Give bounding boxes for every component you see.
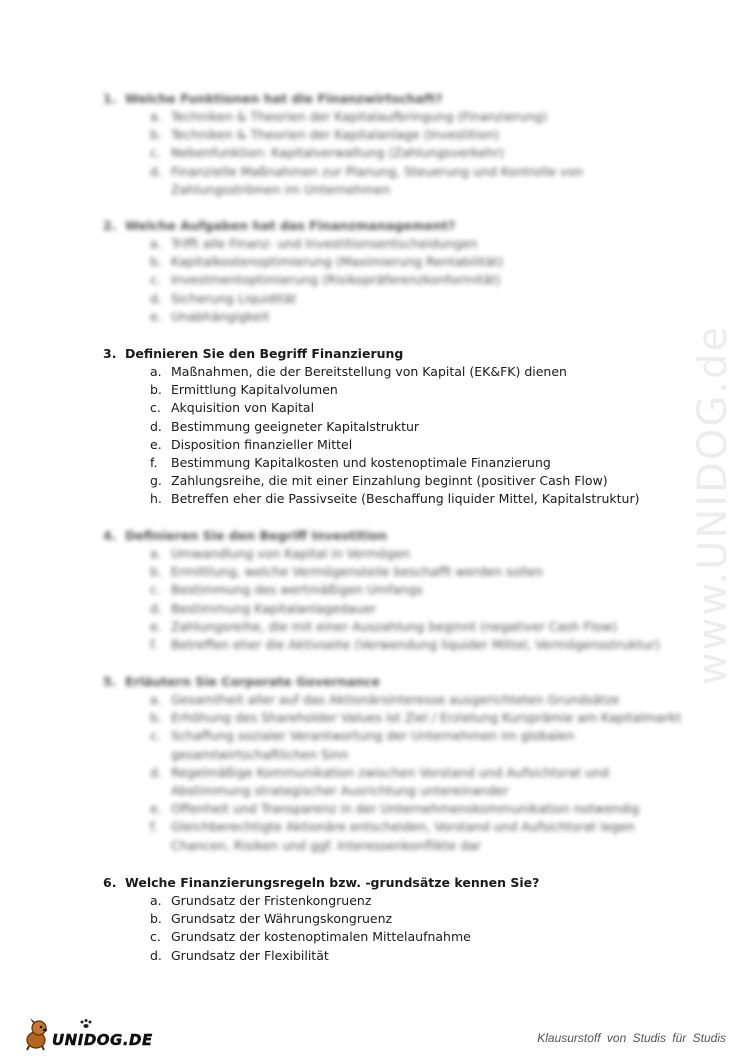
item-text: Betreffen eher die Passivseite (Beschaffung liquider Mittel, Kapitalstruktur) bbox=[171, 491, 640, 507]
list-item bbox=[103, 581, 683, 599]
item-text: Betreffen eher die Aktivseite (Verwendung liquider Mittel, Vermögensstruktur) bbox=[171, 637, 660, 653]
item-marker: e. bbox=[150, 436, 162, 452]
answer-list bbox=[103, 108, 683, 199]
question-heading bbox=[103, 673, 683, 691]
item-text: Nebenfunktion: Kapitalverwaltung (Zahlungsverkehr) bbox=[171, 145, 504, 161]
question-number: 5. bbox=[103, 674, 117, 689]
item-marker: b. bbox=[150, 254, 162, 270]
item-text: Akquisition von Kapital bbox=[171, 400, 315, 416]
item-marker: h. bbox=[150, 491, 162, 507]
answer-list bbox=[103, 892, 683, 965]
item-marker: a. bbox=[150, 364, 162, 379]
item-marker: b. bbox=[150, 127, 162, 143]
item-marker: g. bbox=[150, 473, 162, 489]
question-number: 6. bbox=[103, 875, 117, 890]
list-item bbox=[103, 436, 683, 454]
item-marker: d. bbox=[150, 290, 162, 306]
item-text: Investmentoptimierung (Risikopräferenzkonformität) bbox=[171, 272, 501, 288]
item-marker: a. bbox=[150, 893, 162, 908]
question-heading bbox=[103, 345, 683, 363]
list-item bbox=[103, 892, 683, 910]
list-item bbox=[103, 363, 683, 381]
list-item bbox=[103, 709, 683, 727]
item-marker: d. bbox=[150, 764, 162, 780]
list-item bbox=[103, 563, 683, 581]
watermark-text: www.UNIDOG.de bbox=[690, 324, 736, 686]
item-text: Trifft alle Finanz- und Investitionsentscheidungen bbox=[171, 236, 478, 251]
list-item bbox=[103, 618, 683, 636]
list-item bbox=[103, 418, 683, 436]
question-title: Erläutern Sie Corporate Governance bbox=[125, 674, 380, 689]
item-marker: c. bbox=[150, 929, 161, 945]
question-title: Welche Finanzierungsregeln bzw. -grundsätze kennen Sie? bbox=[125, 875, 540, 890]
list-item bbox=[103, 910, 683, 928]
dog-mascot-icon bbox=[27, 1018, 47, 1050]
item-text: Offenheit und Transparenz in der Unternehmenskommunikation notwendig bbox=[171, 801, 640, 817]
question-heading bbox=[103, 217, 683, 235]
item-text: Gesamtheit aller auf das Aktionärsinteresse ausgerichteten Grundsätze bbox=[171, 692, 620, 707]
item-text: Schaffung sozialer Verantwortung der Unternehmen im globalen gesamtwirtschaftlichen Sinn bbox=[171, 728, 575, 762]
item-text: Sicherung Liquidität bbox=[171, 290, 297, 306]
item-marker: a. bbox=[150, 236, 162, 251]
item-text: Techniken & Theorien der Kapitalanlage (Investition) bbox=[171, 127, 499, 143]
item-text: Regelmäßige Kommunikation zwischen Vorstand und Aufsichtsrat und Abstimmung strategischer Ausrichtung untereinander bbox=[171, 764, 609, 799]
item-marker: a. bbox=[150, 109, 162, 124]
answer-list bbox=[103, 235, 683, 326]
question-title: Welche Aufgaben hat das Finanzmanagement? bbox=[125, 218, 456, 233]
logo-text: UNIDOG.DE bbox=[52, 1031, 153, 1049]
item-marker: c. bbox=[150, 582, 161, 598]
item-text: Zahlungsreihe, die mit einer Auszahlung beginnt (negativer Cash Flow) bbox=[171, 618, 617, 634]
item-text: Zahlungsreihe, die mit einer Einzahlung beginnt (positiver Cash Flow) bbox=[171, 473, 608, 489]
list-item bbox=[103, 253, 683, 271]
list-item bbox=[103, 490, 683, 508]
list-item bbox=[103, 381, 683, 399]
list-item bbox=[103, 290, 683, 308]
item-marker: b. bbox=[150, 564, 162, 580]
item-text: Bestimmung Kapitalanlagedauer bbox=[171, 600, 377, 616]
list-item bbox=[103, 271, 683, 289]
item-marker: a. bbox=[150, 692, 162, 707]
item-text: Grundsatz der kostenoptimalen Mittelaufnahme bbox=[171, 929, 471, 945]
question-number: 1. bbox=[103, 91, 117, 106]
list-item bbox=[103, 163, 683, 199]
list-item bbox=[103, 144, 683, 162]
list-item bbox=[103, 928, 683, 946]
question-5 bbox=[103, 673, 683, 855]
item-text: Grundsatz der Flexibilität bbox=[171, 947, 329, 963]
list-item bbox=[103, 472, 683, 490]
item-marker: c. bbox=[150, 272, 161, 288]
item-text: Ermittlung Kapitalvolumen bbox=[171, 382, 338, 398]
item-marker: f. bbox=[150, 455, 158, 471]
question-heading bbox=[103, 874, 683, 892]
question-heading bbox=[103, 90, 683, 108]
item-marker: d. bbox=[150, 600, 162, 616]
question-heading bbox=[103, 527, 683, 545]
watermark bbox=[688, 270, 738, 740]
list-item bbox=[103, 636, 683, 654]
question-title: Definieren Sie den Begriff Investition bbox=[125, 528, 387, 543]
item-marker: e. bbox=[150, 618, 162, 634]
item-marker: d. bbox=[150, 947, 162, 963]
list-item bbox=[103, 800, 683, 818]
question-number: 2. bbox=[103, 218, 117, 233]
paw-icon bbox=[81, 1019, 92, 1028]
question-title: Definieren Sie den Begriff Finanzierung bbox=[125, 346, 404, 361]
item-text: Disposition finanzieller Mittel bbox=[171, 436, 353, 452]
item-marker: c. bbox=[150, 400, 161, 416]
item-marker: a. bbox=[150, 546, 162, 561]
footer-tagline: Klausurstoff von Studis für Studis bbox=[537, 1031, 726, 1045]
list-item bbox=[103, 691, 683, 709]
question-2 bbox=[103, 217, 683, 326]
list-item bbox=[103, 235, 683, 253]
list-item bbox=[103, 947, 683, 965]
unidog-logo bbox=[22, 1016, 154, 1052]
question-title: Welche Funktionen hat die Finanzwirtschaft? bbox=[125, 91, 443, 106]
item-text: Ermittlung, welche Vermögensteile beschafft werden sollen bbox=[171, 564, 543, 580]
item-marker: e. bbox=[150, 308, 162, 324]
item-text: Finanzielle Maßnahmen zur Planung, Steuerung und Kontrolle von Zahlungsströmen im Unternehmen bbox=[171, 163, 584, 197]
list-item bbox=[103, 727, 683, 763]
item-text: Unabhängigkeit bbox=[171, 308, 270, 324]
answer-list bbox=[103, 363, 683, 509]
item-text: Grundsatz der Fristenkongruenz bbox=[171, 893, 372, 908]
item-marker: e. bbox=[150, 801, 162, 817]
list-item bbox=[103, 818, 683, 854]
item-text: Grundsatz der Währungskongruenz bbox=[171, 911, 393, 927]
item-text: Bestimmung Kapitalkosten und kostenoptimale Finanzierung bbox=[171, 455, 551, 471]
question-number: 4. bbox=[103, 528, 117, 543]
list-item bbox=[103, 308, 683, 326]
list-item bbox=[103, 454, 683, 472]
item-marker: f. bbox=[150, 637, 158, 653]
list-item bbox=[103, 545, 683, 563]
item-text: Umwandlung von Kapital in Vermögen bbox=[171, 546, 411, 561]
item-marker: d. bbox=[150, 418, 162, 434]
item-text: Bestimmung geeigneter Kapitalstruktur bbox=[171, 418, 420, 434]
item-text: Maßnahmen, die der Bereitstellung von Kapital (EK&FK) dienen bbox=[171, 364, 567, 379]
list-item bbox=[103, 764, 683, 800]
question-6 bbox=[103, 874, 683, 965]
item-text: Gleichberechtigte Aktionäre entscheiden, Vorstand und Aufsichtsrat legen Chancen, Risiken und ggf. Interessenkonflikte dar bbox=[171, 819, 635, 853]
answer-list bbox=[103, 545, 683, 654]
question-4 bbox=[103, 527, 683, 654]
item-marker: b. bbox=[150, 911, 162, 927]
item-marker: c. bbox=[150, 145, 161, 161]
item-marker: b. bbox=[150, 382, 162, 398]
item-marker: f. bbox=[150, 819, 158, 835]
item-text: Techniken & Theorien der Kapitalaufbringung (Finanzierung) bbox=[171, 109, 548, 124]
item-text: Bestimmung des wertmäßigen Umfangs bbox=[171, 582, 423, 598]
answer-list bbox=[103, 691, 683, 855]
item-marker: b. bbox=[150, 710, 162, 726]
item-text: Kapitalkostenoptimierung (Maximierung Rentabilität) bbox=[171, 254, 504, 270]
item-marker: d. bbox=[150, 163, 162, 179]
question-1 bbox=[103, 90, 683, 199]
list-item bbox=[103, 600, 683, 618]
list-item bbox=[103, 108, 683, 126]
question-number: 3. bbox=[103, 346, 117, 361]
item-text: Erhöhung des Shareholder Values ist Ziel / Erzielung Kursprämie am Kapitalmarkt bbox=[171, 710, 682, 726]
list-item bbox=[103, 126, 683, 144]
question-3 bbox=[103, 345, 683, 509]
item-marker: c. bbox=[150, 728, 161, 744]
list-item bbox=[103, 399, 683, 417]
